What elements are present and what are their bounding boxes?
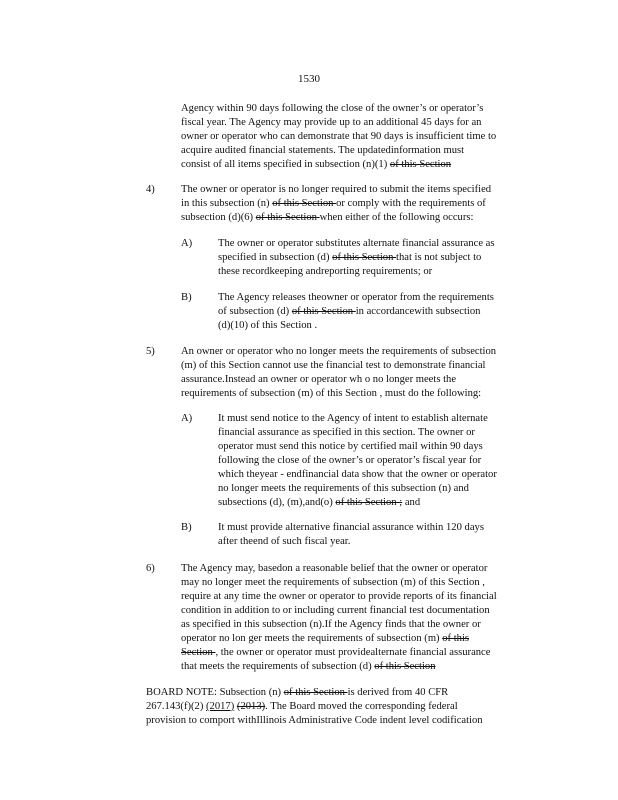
struck-text: of this <box>442 633 470 644</box>
text-line: (m) of this Section cannot use the financial test to demonstrate financial <box>181 360 486 371</box>
struck-text: of this Section ; <box>335 497 403 508</box>
text-run: is derived from 40 CFR <box>347 687 449 698</box>
text-run: . The Board moved the corresponding federal <box>265 701 458 712</box>
text-run: in this subsection (n) <box>181 198 273 209</box>
text-line: require at any time the owner or operator to provide reports of its financial <box>181 591 497 602</box>
text-run: that meets the requirements of subsection (d) <box>181 661 375 672</box>
text-run: or comply with the requirements of <box>336 198 486 209</box>
struck-text: of this Section <box>332 252 397 263</box>
text-line: these recordkeeping andreporting requirements; or <box>218 266 433 277</box>
struck-text: of this Section <box>389 159 452 170</box>
page-number: 1530 <box>298 73 320 85</box>
text-run: that is not subject to <box>396 252 482 263</box>
item-number: 6) <box>146 563 155 574</box>
text-run: and <box>402 497 421 508</box>
text-line <box>181 632 469 645</box>
text-line: which theyear - endfinancial data show that the owner or operator <box>218 469 497 480</box>
text-run: BOARD NOTE: Subsection (n) <box>146 687 284 698</box>
text-line: The owner or operator is no longer required to submit the items specified <box>181 184 492 195</box>
text-line: An owner or operator who no longer meets the requirements of subsection <box>181 346 497 357</box>
text-run: specified in subsection (d) <box>218 252 333 263</box>
struck-text: of this Section <box>283 687 348 698</box>
text-line <box>218 305 480 318</box>
text-line <box>181 660 436 673</box>
text-line <box>181 646 490 659</box>
struck-text: of this Section <box>291 306 356 317</box>
struck-text: (2013) <box>236 701 266 712</box>
text-line: The owner or operator substitutes alternate financial assurance as <box>218 238 495 249</box>
text-line: assurance.Instead an owner or operator wh o no longer meets the <box>181 374 457 385</box>
underlined-text: (2017) <box>206 701 235 712</box>
text-line: Agency within 90 days following the close of the owner’s or operator’s <box>181 103 484 114</box>
text-line: after theend of such fiscal year. <box>218 536 351 547</box>
text-run: 267.143(f)(2) <box>146 701 207 712</box>
text-line: no longer meets the requirements of this subsection (n) and <box>218 483 469 494</box>
text-line: requirements of subsection (m) of this Section , must do the following: <box>181 388 482 399</box>
text-run: consist of all items specified in subsection (n)(1) <box>181 159 390 170</box>
struck-text: of this Section <box>255 212 320 223</box>
item-number: A) <box>181 413 193 424</box>
text-run: , the owner or operator must providealternate financial assurance <box>215 647 491 658</box>
struck-text: Section <box>181 647 216 658</box>
text-line: The Agency releases theowner or operator from the requirements <box>218 292 494 303</box>
text-line: as specified in this subsection (n).If the Agency finds that the owner or <box>181 619 481 630</box>
item-number: A) <box>181 238 193 249</box>
text-line: The Agency may, basedon a reasonable belief that the owner or operator <box>181 563 488 574</box>
item-number: 5) <box>146 346 155 357</box>
text-line: fiscal year. The Agency may provide up to an additional 45 days for an <box>181 117 482 128</box>
text-line: (d)(10) of this Section . <box>218 320 318 331</box>
text-line: It must provide alternative financial assurance within 120 days <box>218 522 484 533</box>
text-line <box>218 251 481 264</box>
item-number: B) <box>181 292 192 303</box>
text-line: may no longer meet the requirements of subsection (m) of this Section , <box>181 577 485 588</box>
text-line <box>181 197 486 210</box>
struck-text: of this Section <box>374 661 436 672</box>
text-line <box>181 158 451 171</box>
text-line <box>146 700 458 713</box>
text-line: following the close of the owner’s or operator’s fiscal year for <box>218 455 482 466</box>
text-line <box>218 496 420 509</box>
text-run: subsections (d), (m),and(o) <box>218 497 336 508</box>
text-line <box>146 686 448 699</box>
item-number: 4) <box>146 184 155 195</box>
text-line: acquire audited financial statements. The updatedinformation must <box>181 145 465 156</box>
text-run: operator no lon ger meets the requirements of subsection (m) <box>181 633 443 644</box>
text-line: financial assurance as specified in this section. The owner or <box>218 427 475 438</box>
text-run: of subsection (d) <box>218 306 292 317</box>
text-run: in accordancewith subsection <box>355 306 481 317</box>
item-number: B) <box>181 522 192 533</box>
struck-text: of this Section <box>272 198 337 209</box>
text-run: when either of the following occurs: <box>319 212 474 223</box>
text-line <box>181 211 473 224</box>
text-run: subsection (d)(6) <box>181 212 256 223</box>
text-line: provision to comport withIllinois Administrative Code indent level codification <box>146 715 483 726</box>
text-line: condition in addition to or including current financial test documentation <box>181 605 490 616</box>
text-line: owner or operator who can demonstrate that 90 days is insufficient time to <box>181 131 497 142</box>
text-line: It must send notice to the Agency of intent to establish alternate <box>218 413 488 424</box>
text-line: operator must send this notice by certified mail within 90 days <box>218 441 483 452</box>
